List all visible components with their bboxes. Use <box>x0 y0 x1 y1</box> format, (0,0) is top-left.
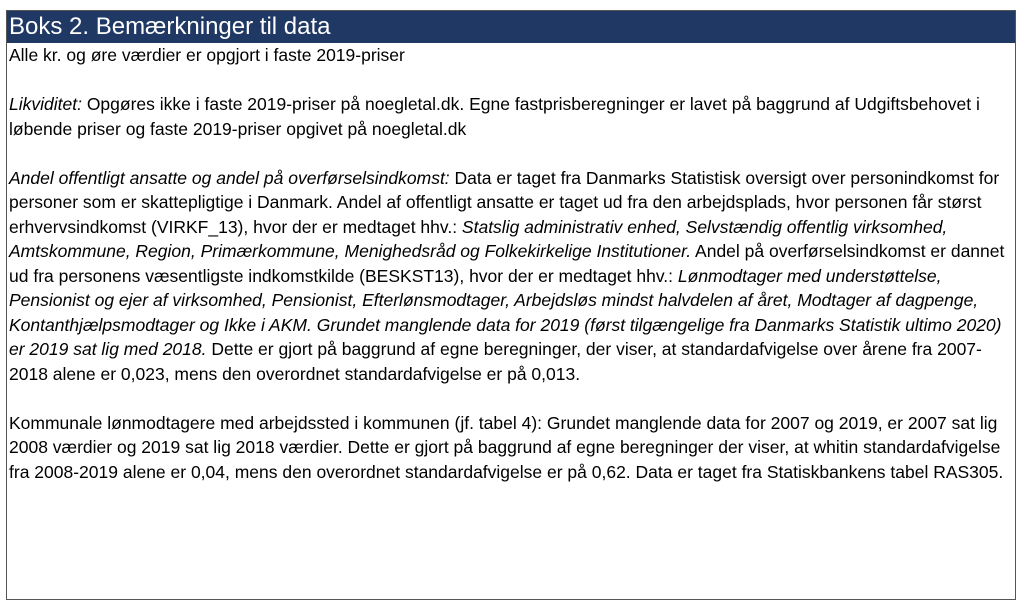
note-liquidity <box>9 92 1015 141</box>
note-public-text-3: Dette er gjort på baggrund af egne beregninger, der viser, at standardafvigelse over årene fra 2007-2018 alene er 0,023, mens den overordnet standardafvigelse er på 0,013. <box>9 339 982 384</box>
box-title: Boks 2. Bemærkninger til data <box>7 11 1015 43</box>
note-public-label: Andel offentligt ansatte og andel på overførselsindkomst: <box>9 167 450 188</box>
notes-box <box>6 10 1016 600</box>
note-public-italic-1: Statslig administrativ enhed, Selvstændig offentlig virksomhed, Amtskommune, Region, Primærkommune, Menighedsråd og Folkekirkelige Institutioner. <box>9 216 948 261</box>
note-public-text-1: Data er taget fra Danmarks Statistisk oversigt over personindkomst for personer som er skattepligtige i Danmark. Andel af offentligt ansatte er taget ud fra den arbejdsplads, hvor personen får størst erhvervsindkomst (VIRKF_13), hvor der er medtaget hhv.: <box>9 167 1000 237</box>
note-public-italic-2: Lønmodtager med understøttelse, Pensionist og ejer af virksomhed, Pensionist, Efterlønsmodtager, Arbejdsløs mindst halvdelen af året, Modtager af dagpenge, Kontanthjælpsmodtager og Ikke i AKM. Grundet manglende data for 2019 (først tilgængelige fra Danmarks Statistik ultimo 2020) er 2019 sat lig med 2018. <box>9 265 1002 359</box>
note-public-employees <box>9 166 1015 387</box>
note-prices: Alle kr. og øre værdier er opgjort i faste 2019-priser <box>9 45 405 65</box>
spacer <box>9 68 1015 93</box>
spacer <box>9 141 1015 166</box>
spacer <box>9 386 1015 411</box>
note-liquidity-label: Likviditet: <box>9 94 82 114</box>
note-liquidity-text: Opgøres ikke i faste 2019-priser på noegletal.dk. Egne fastprisberegninger er lavet på baggrund af Udgiftsbehovet i løbende priser og faste 2019-priser opgivet på noegletal.dk <box>9 94 980 139</box>
box-body <box>7 43 1015 484</box>
note-municipal-employees: Kommunale lønmodtagere med arbejdssted i kommunen (jf. tabel 4): Grundet manglende data for 2007 og 2019, er 2007 sat lig 2008 værdier og 2019 sat lig 2018 værdier. Dette er gjort på baggrund af egne beregninger der viser, at whitin standardafvigelse fra 2008-2019 alene er 0,04, mens den overordnet standardafvigelse er på 0,62. Data er taget fra Statiskbankens tabel RAS305. <box>9 412 1004 482</box>
note-public-text-2: Andel på overførselsindkomst er dannet ud fra personens væsentligste indkomstkilde (BESKST13), hvor der er medtaget hhv.: <box>9 241 1005 286</box>
